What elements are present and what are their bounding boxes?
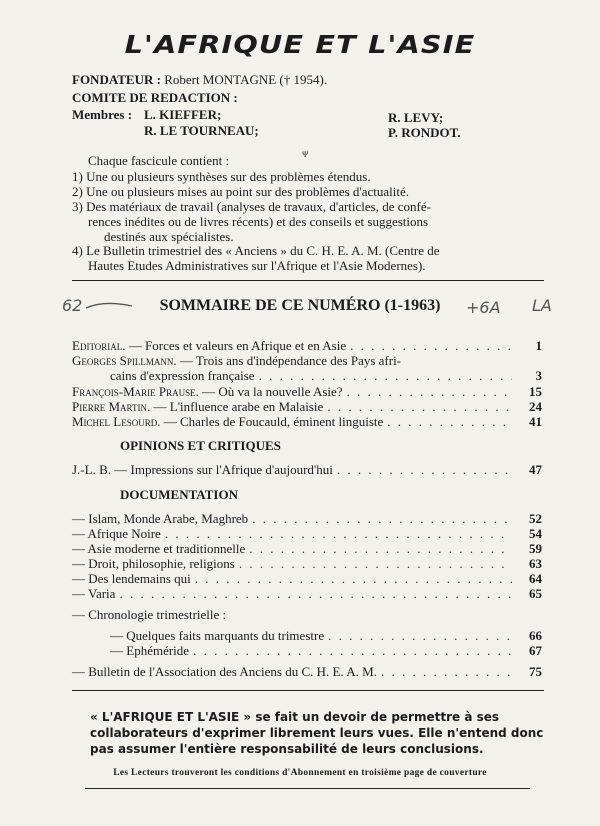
member-le-tourneau: R. LE TOURNEAU; bbox=[144, 123, 259, 138]
footer-note: Les Lecteurs trouveront les conditions d'Abonnement en troisième page de couverture bbox=[113, 768, 487, 778]
toc-page: 63 bbox=[529, 556, 542, 571]
toc-entry bbox=[72, 664, 542, 680]
member-levy: R. LEVY; bbox=[388, 110, 444, 125]
toc-page: 1 bbox=[535, 338, 542, 353]
toc-entry bbox=[72, 353, 542, 369]
toc-entry bbox=[72, 384, 542, 400]
ornament-symbol: ᴪ bbox=[302, 146, 309, 160]
toc-page: 52 bbox=[529, 511, 542, 526]
documentation-heading: DOCUMENTATION bbox=[120, 487, 238, 502]
fondateur-line bbox=[72, 72, 327, 88]
toc-page: 65 bbox=[529, 586, 542, 601]
toc-title: — Droit, philosophie, religions bbox=[72, 556, 235, 571]
member-rondot: P. RONDOT. bbox=[388, 125, 461, 140]
fascicule-intro: Chaque fascicule contient : bbox=[88, 153, 230, 168]
toc-page: 15 bbox=[529, 384, 542, 399]
toc-author: Georges Spillmann. bbox=[72, 353, 177, 368]
toc-entry bbox=[72, 526, 542, 542]
toc-entry bbox=[72, 338, 542, 354]
toc-page: 3 bbox=[535, 368, 542, 383]
toc-entry bbox=[72, 586, 542, 602]
toc-entry bbox=[72, 571, 542, 587]
fascicule-item: 1) Une ou plusieurs synthèses sur des problèmes étendus. bbox=[72, 169, 371, 184]
toc-entry bbox=[110, 628, 542, 644]
toc-title: — Où va la nouvelle Asie? bbox=[202, 384, 343, 399]
chronologie-label bbox=[72, 607, 542, 623]
toc-title: — Ephéméride bbox=[110, 643, 190, 658]
editorial-notice: « L'AFRIQUE ET L'ASIE » se fait un devoir de permettre à ses collaborateurs d'exprimer librement leurs vues. Elle n'entend donc pas assumer l'entière responsabilité de leurs conclusions. bbox=[90, 710, 544, 756]
toc-page: 75 bbox=[529, 664, 542, 679]
toc-entry bbox=[110, 643, 542, 659]
toc-author: François-Marie Prause. bbox=[72, 384, 199, 399]
toc-page: 54 bbox=[529, 526, 542, 541]
toc-entry bbox=[72, 511, 542, 527]
toc-page: 24 bbox=[529, 399, 542, 414]
toc-author: Editorial. bbox=[72, 338, 126, 353]
fondateur-label: FONDATEUR : bbox=[72, 72, 161, 87]
toc-title: — Islam, Monde Arabe, Maghreb bbox=[72, 511, 249, 526]
toc-title: — Bulletin de l'Association des Anciens du C. H. E. A. M. bbox=[72, 664, 377, 679]
fascicule-item: destinés aux spécialistes. bbox=[104, 229, 234, 244]
toc-entry bbox=[72, 399, 542, 415]
member-kieffer: L. KIEFFER; bbox=[144, 107, 222, 122]
members-label: Membres : bbox=[72, 107, 133, 122]
toc-entry bbox=[72, 556, 542, 572]
toc-title: — Des lendemains qui bbox=[72, 571, 191, 586]
toc-page: 66 bbox=[529, 628, 542, 643]
toc-title: — Varia bbox=[72, 586, 116, 601]
comite-label: COMITE DE REDACTION : bbox=[72, 90, 238, 105]
opinions-heading: OPINIONS ET CRITIQUES bbox=[120, 438, 281, 453]
toc-title: — L'influence arabe en Malaisie bbox=[153, 399, 324, 414]
toc-author: Michel Lesourd. bbox=[72, 414, 161, 429]
toc-title: — Charles de Foucauld, éminent linguiste bbox=[163, 414, 384, 429]
toc-title: — Asie moderne et traditionnelle bbox=[72, 541, 246, 556]
toc-entry bbox=[72, 414, 542, 430]
handwritten-note-far-right: LA bbox=[532, 296, 552, 315]
fascicule-item: rences inédites ou de livres récents) et des conseils et suggestions bbox=[88, 214, 429, 229]
toc-title: — Chronologie trimestrielle : bbox=[72, 607, 227, 622]
toc-title: — Afrique Noire bbox=[72, 526, 161, 541]
toc-page: 64 bbox=[529, 571, 542, 586]
divider bbox=[72, 280, 544, 281]
toc-title: — Quelques faits marquants du trimestre bbox=[110, 628, 325, 643]
toc-author: Pierre Martin. bbox=[72, 399, 151, 414]
toc-page: 41 bbox=[529, 414, 542, 429]
handwritten-note-right: +6A bbox=[466, 298, 501, 317]
toc-entry bbox=[72, 462, 542, 478]
toc-page: 59 bbox=[529, 541, 542, 556]
toc-title: J.-L. B. — Impressions sur l'Afrique d'aujourd'hui bbox=[72, 462, 333, 477]
toc-page: 47 bbox=[529, 462, 542, 477]
footer-divider bbox=[85, 788, 530, 789]
sommaire-heading: SOMMAIRE DE CE NUMÉRO (1-1963) bbox=[159, 297, 441, 314]
toc-page: 67 bbox=[529, 643, 542, 658]
fascicule-item: 3) Des matériaux de travail (analyses de travaux, d'articles, de confé- bbox=[72, 199, 431, 214]
toc-entry bbox=[110, 368, 542, 384]
divider bbox=[72, 690, 544, 691]
toc-title: — Trois ans d'indépendance des Pays afri- bbox=[179, 353, 402, 368]
toc-title: cains d'expression française bbox=[110, 368, 255, 383]
handwritten-note-left: 62 bbox=[62, 296, 83, 315]
fascicule-item: 2) Une ou plusieurs mises au point sur des problèmes d'actualité. bbox=[72, 184, 410, 199]
journal-title: L'AFRIQUE ET L'ASIE bbox=[124, 30, 476, 59]
toc-entry bbox=[72, 541, 542, 557]
toc-title: — Forces et valeurs en Afrique et en Asie bbox=[128, 338, 347, 353]
fascicule-item: Hautes Etudes Administratives sur l'Afrique et l'Asie Modernes). bbox=[88, 258, 426, 273]
fascicule-item: 4) Le Bulletin trimestriel des « Anciens » du C. H. E. A. M. (Centre de bbox=[72, 243, 440, 258]
fondateur-value: Robert MONTAGNE († 1954). bbox=[164, 72, 328, 87]
